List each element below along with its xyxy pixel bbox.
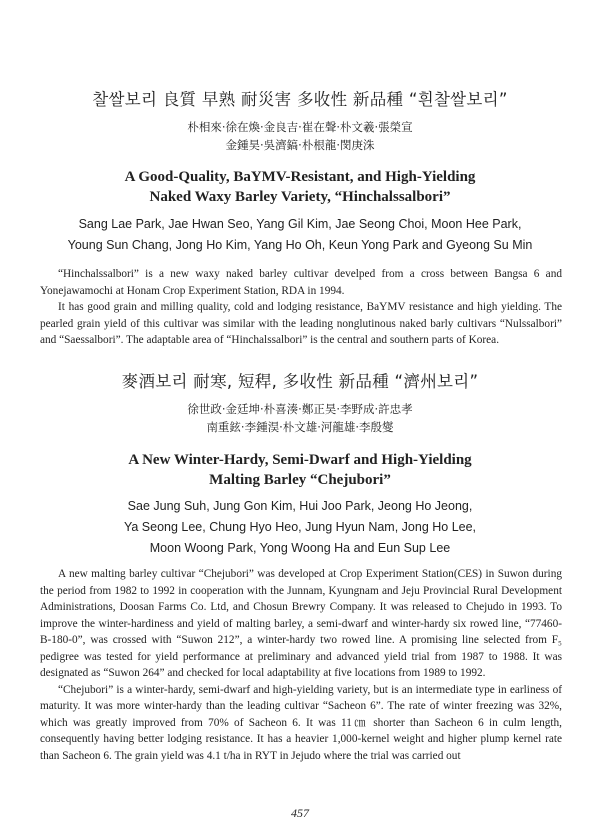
article1-korean-authors-line2: 金鍾昊·吳濟鎬·朴根龍·閔庚洙 bbox=[225, 138, 375, 152]
article1-abstract-paragraph1: “Hinchalssalbori” is a new waxy naked barley cultivar develped from a cross between Bangsa 6 and Yonejawamochi at Honam Crop Experiment Station, RDA in 1994. bbox=[40, 268, 562, 297]
article2-english-title bbox=[0, 450, 600, 490]
article2-english-title-line2: Malting Barley “Chejubori” bbox=[209, 472, 391, 488]
article2-english-authors-line3: Moon Woong Park, Yong Woong Ha and Eun Sup Lee bbox=[149, 541, 451, 555]
article2-abstract-paragraph2: “Chejubori” is a winter-hardy, semi-dwarf and high-yielding variety, but is an intermediate type in earliness of maturity. It was more winter-hardy than the leading cultivar “Sacheon 6”. The rate of winter freezing was 32%, which was greatly improved from 70% of Sacheon 6. It was 11㎝ shorter than Sacheon 6 in culm length, consequently having better lodging resistance. It has a heavier 1,000-kernel weight and higher plump kernel rate than Sacheon 6. The grain yield was 4.1 t/ha in RYT in Jejudo where the trial was carried out bbox=[40, 683, 562, 762]
article1-abstract-paragraph2: It has good grain and milling quality, cold and lodging resistance, BaYMV resistance and high yielding. The pearled grain yield of this cultivar was similar with the leading nonglutinous naked barly cultivars “Nulssalbori” and “Saessalbori”. The adaptable area of “Hinchalssalbori” is the central and southern parts of Korea. bbox=[40, 301, 562, 346]
article1-abstract bbox=[40, 266, 562, 349]
article1-english-authors bbox=[0, 214, 600, 256]
article2-english-authors bbox=[0, 496, 600, 559]
article1-english-title bbox=[0, 167, 600, 207]
article2-abstract-paragraph1: A new malting barley cultivar “Chejubori” was developed at Crop Experiment Station(CES) in Suwon during the period from 1982 to 1992 in cooperation with the Junnam, Kyungnam and Jeju Provincial Rural Development Administrations, Doosan Farms Co. Ltd, and Chosun Brewry Company. It was released to Chejudo in 1993. To improve the winter-hardiness and yield of malting barley, a semi-dwarf and winter-hardy six rowed line, “77460-B-180-0”, was crossed with “Suwon 212”, a winter-hardy two rowed line. A promising line selected from F₅ pedigree was tested for yield performance at preliminary and advanced yield trial from 1987 to 1988. It was designated as “Suwon 264” and checked for local adaptability at five locations from 1989 to 1992. bbox=[40, 568, 562, 679]
article2-korean-authors-line1: 徐世政·金廷坤·朴喜湊·鄭正昊·李野成·許忠孝 bbox=[187, 402, 413, 416]
article1-korean-authors bbox=[0, 118, 600, 154]
article1-english-authors-line2: Young Sun Chang, Jong Ho Kim, Yang Ho Oh, Keun Yong Park and Gyeong Su Min bbox=[67, 238, 533, 252]
page-number: 457 bbox=[291, 806, 309, 820]
article2-english-authors-line2: Ya Seong Lee, Chung Hyo Heo, Jung Hyun Nam, Jong Ho Lee, bbox=[123, 520, 477, 534]
article1-english-title-line1: A Good-Quality, BaYMV-Resistant, and High-Yielding bbox=[124, 169, 476, 185]
article2-english-authors-line1: Sae Jung Suh, Jung Gon Kim, Hui Joo Park, Jeong Ho Jeong, bbox=[127, 499, 473, 513]
article1-korean-title: 찰쌀보리 良質 早熟 耐災害 多收性 新品種 “흰찰쌀보리” bbox=[92, 90, 508, 109]
article2-korean-authors bbox=[0, 400, 600, 436]
article1-english-authors-line1: Sang Lae Park, Jae Hwan Seo, Yang Gil Kim, Jae Seong Choi, Moon Hee Park, bbox=[78, 217, 522, 231]
article1-english-title-line2: Naked Waxy Barley Variety, “Hinchalssalbori” bbox=[149, 189, 451, 205]
article2-korean-title: 麥酒보리 耐寒, 短稈, 多收性 新品種 “濟州보리” bbox=[121, 372, 479, 391]
article2-korean-authors-line2: 南重鉉·李鍾淏·朴文雄·河龍雄·李殷燮 bbox=[206, 420, 394, 434]
article2-english-title-line1: A New Winter-Hardy, Semi-Dwarf and High-Yielding bbox=[128, 452, 472, 468]
article1-korean-authors-line1: 朴相來·徐在煥·金良吉·崔在聲·朴文羲·張榮宣 bbox=[187, 120, 413, 134]
article2-abstract bbox=[40, 566, 562, 764]
